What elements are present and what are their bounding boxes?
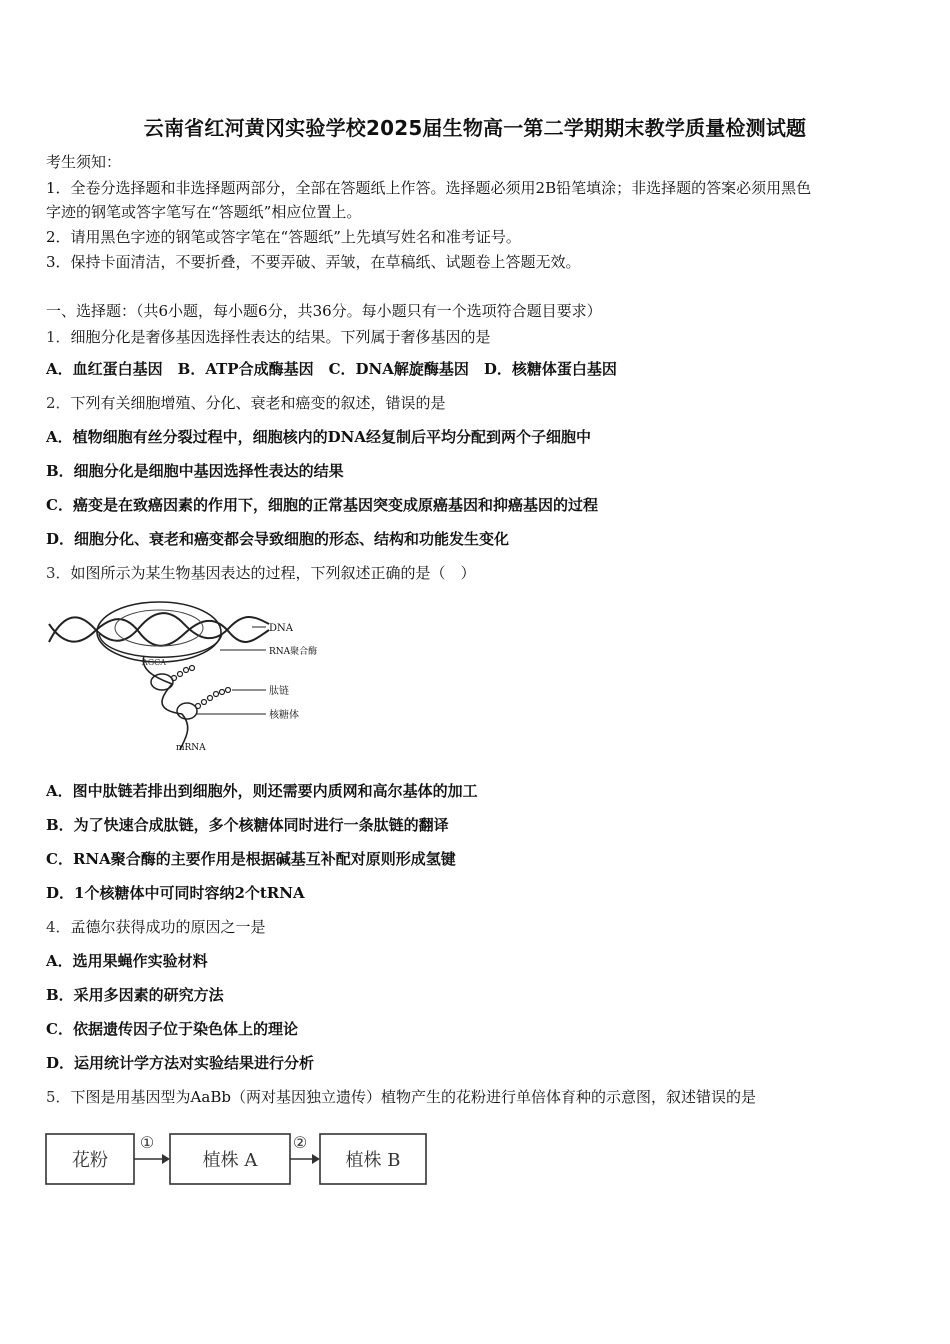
ribosome-label: 核糖体 (269, 710, 299, 721)
question-2 (46, 392, 446, 414)
question-2-option-c: C．癌变是在致癌因素的作用下，细胞的正常基因突变成原癌基因和抑癌基因的过程 (46, 496, 598, 514)
flow-box-pollen-label: 花粉 (72, 1150, 108, 1171)
flow-arrowhead-2 (312, 1154, 320, 1164)
breeding-flow-diagram (44, 1126, 434, 1188)
question-stem: 如图所示为某生物基因表达的过程，下列叙述正确的是（ ） (70, 564, 476, 582)
peptide-chain-2 (196, 688, 231, 709)
page-title: 云南省红河黄冈实验学校2025届生物高一第二学期期末教学质量检测试题 (143, 116, 807, 140)
question-3-option-b: B．为了快速合成肽链，多个核糖体同时进行一条肽链的翻译 (46, 816, 449, 834)
gene-expression-figure (44, 594, 344, 756)
question-number: 4． (46, 918, 71, 936)
notice-header: 考生须知： (46, 153, 122, 171)
mrna-label: mRNA (176, 743, 206, 753)
question-stem: 下图是用基因型为AaBb（两对基因独立遗传）植物产生的花粉进行单倍体育种的示意图，叙述错误的是 (70, 1088, 756, 1106)
dna-strand-lower (49, 619, 269, 646)
question-number: 2． (46, 394, 71, 412)
question-4-option-d: D．运用统计学方法对实验结果进行分析 (46, 1054, 315, 1072)
ribosome-1 (151, 674, 173, 690)
notice-line-4: 3．保持卡面清洁，不要折叠，不要弄破、弄皱，在草稿纸、试题卷上答题无效。 (46, 253, 581, 271)
question-stem: 下列有关细胞增殖、分化、衰老和癌变的叙述，错误的是 (70, 394, 446, 412)
question-2-option-b: B．细胞分化是细胞中基因选择性表达的结果 (46, 462, 344, 480)
question-4 (46, 916, 266, 938)
question-number: 3． (46, 564, 71, 582)
flow-step-1: ① (139, 1133, 155, 1152)
notice-line-1: 1．全卷分选择题和非选择题两部分，全部在答题纸上作答。选择题必须用2B铅笔填涂；非选择题的答案必须用黑色 (46, 179, 812, 197)
question-3-option-a: A．图中肽链若排出到细胞外，则还需要内质网和高尔基体的加工 (46, 782, 478, 800)
peptide-label: 肽链 (269, 686, 289, 697)
flow-arrowhead-1 (162, 1154, 170, 1164)
question-4-option-a: A．选用果蝇作实验材料 (46, 952, 208, 970)
question-2-option-d: D．细胞分化、衰老和癌变都会导致细胞的形态、结构和功能发生变化 (46, 530, 510, 548)
flow-box-plant-a-label: 植株 A (202, 1150, 258, 1171)
question-3 (46, 562, 476, 584)
flow-box-plant-b-label: 植株 B (345, 1150, 401, 1171)
question-4-option-c: C．依据遗传因子位于染色体上的理论 (46, 1020, 298, 1038)
mrna-strand (143, 656, 187, 750)
peptide-chain-1 (172, 666, 195, 681)
question-1-options: A．血红蛋白基因 B．ATP合成酶基因 C．DNA解旋酶基因 D．核糖体蛋白基因 (46, 360, 617, 378)
question-3-option-c: C．RNA聚合酶的主要作用是根据碱基互补配对原则形成氢键 (46, 850, 456, 868)
question-2-option-a: A．植物细胞有丝分裂过程中，细胞核内的DNA经复制后平均分配到两个子细胞中 (46, 428, 591, 446)
notice-line-3: 2．请用黑色字迹的钢笔或答字笔在“答题纸”上先填写姓名和准考证号。 (46, 228, 521, 246)
question-number: 1． (46, 328, 71, 346)
rnap-label: RNA聚合酶 (269, 647, 318, 657)
question-4-option-b: B．采用多因素的研究方法 (46, 986, 224, 1004)
question-5 (46, 1086, 756, 1108)
question-number: 5． (46, 1088, 71, 1106)
agca-label: AGCA (142, 658, 167, 667)
question-1 (46, 326, 491, 348)
question-3-option-d: D．1个核糖体中可同时容纳2个tRNA (46, 884, 305, 902)
dna-label: DNA (269, 623, 293, 634)
ribosome-2 (177, 703, 197, 719)
section-heading: 一、选择题：（共6小题，每小题6分，共36分。每小题只有一个选项符合题目要求） (46, 302, 602, 320)
flow-step-2: ② (292, 1133, 308, 1152)
question-stem: 孟德尔获得成功的原因之一是 (70, 918, 266, 936)
question-stem: 细胞分化是奢侈基因选择性表达的结果。下列属于奢侈基因的是 (70, 328, 491, 346)
notice-line-2: 字迹的钢笔或答字笔写在“答题纸”相应位置上。 (46, 203, 362, 221)
